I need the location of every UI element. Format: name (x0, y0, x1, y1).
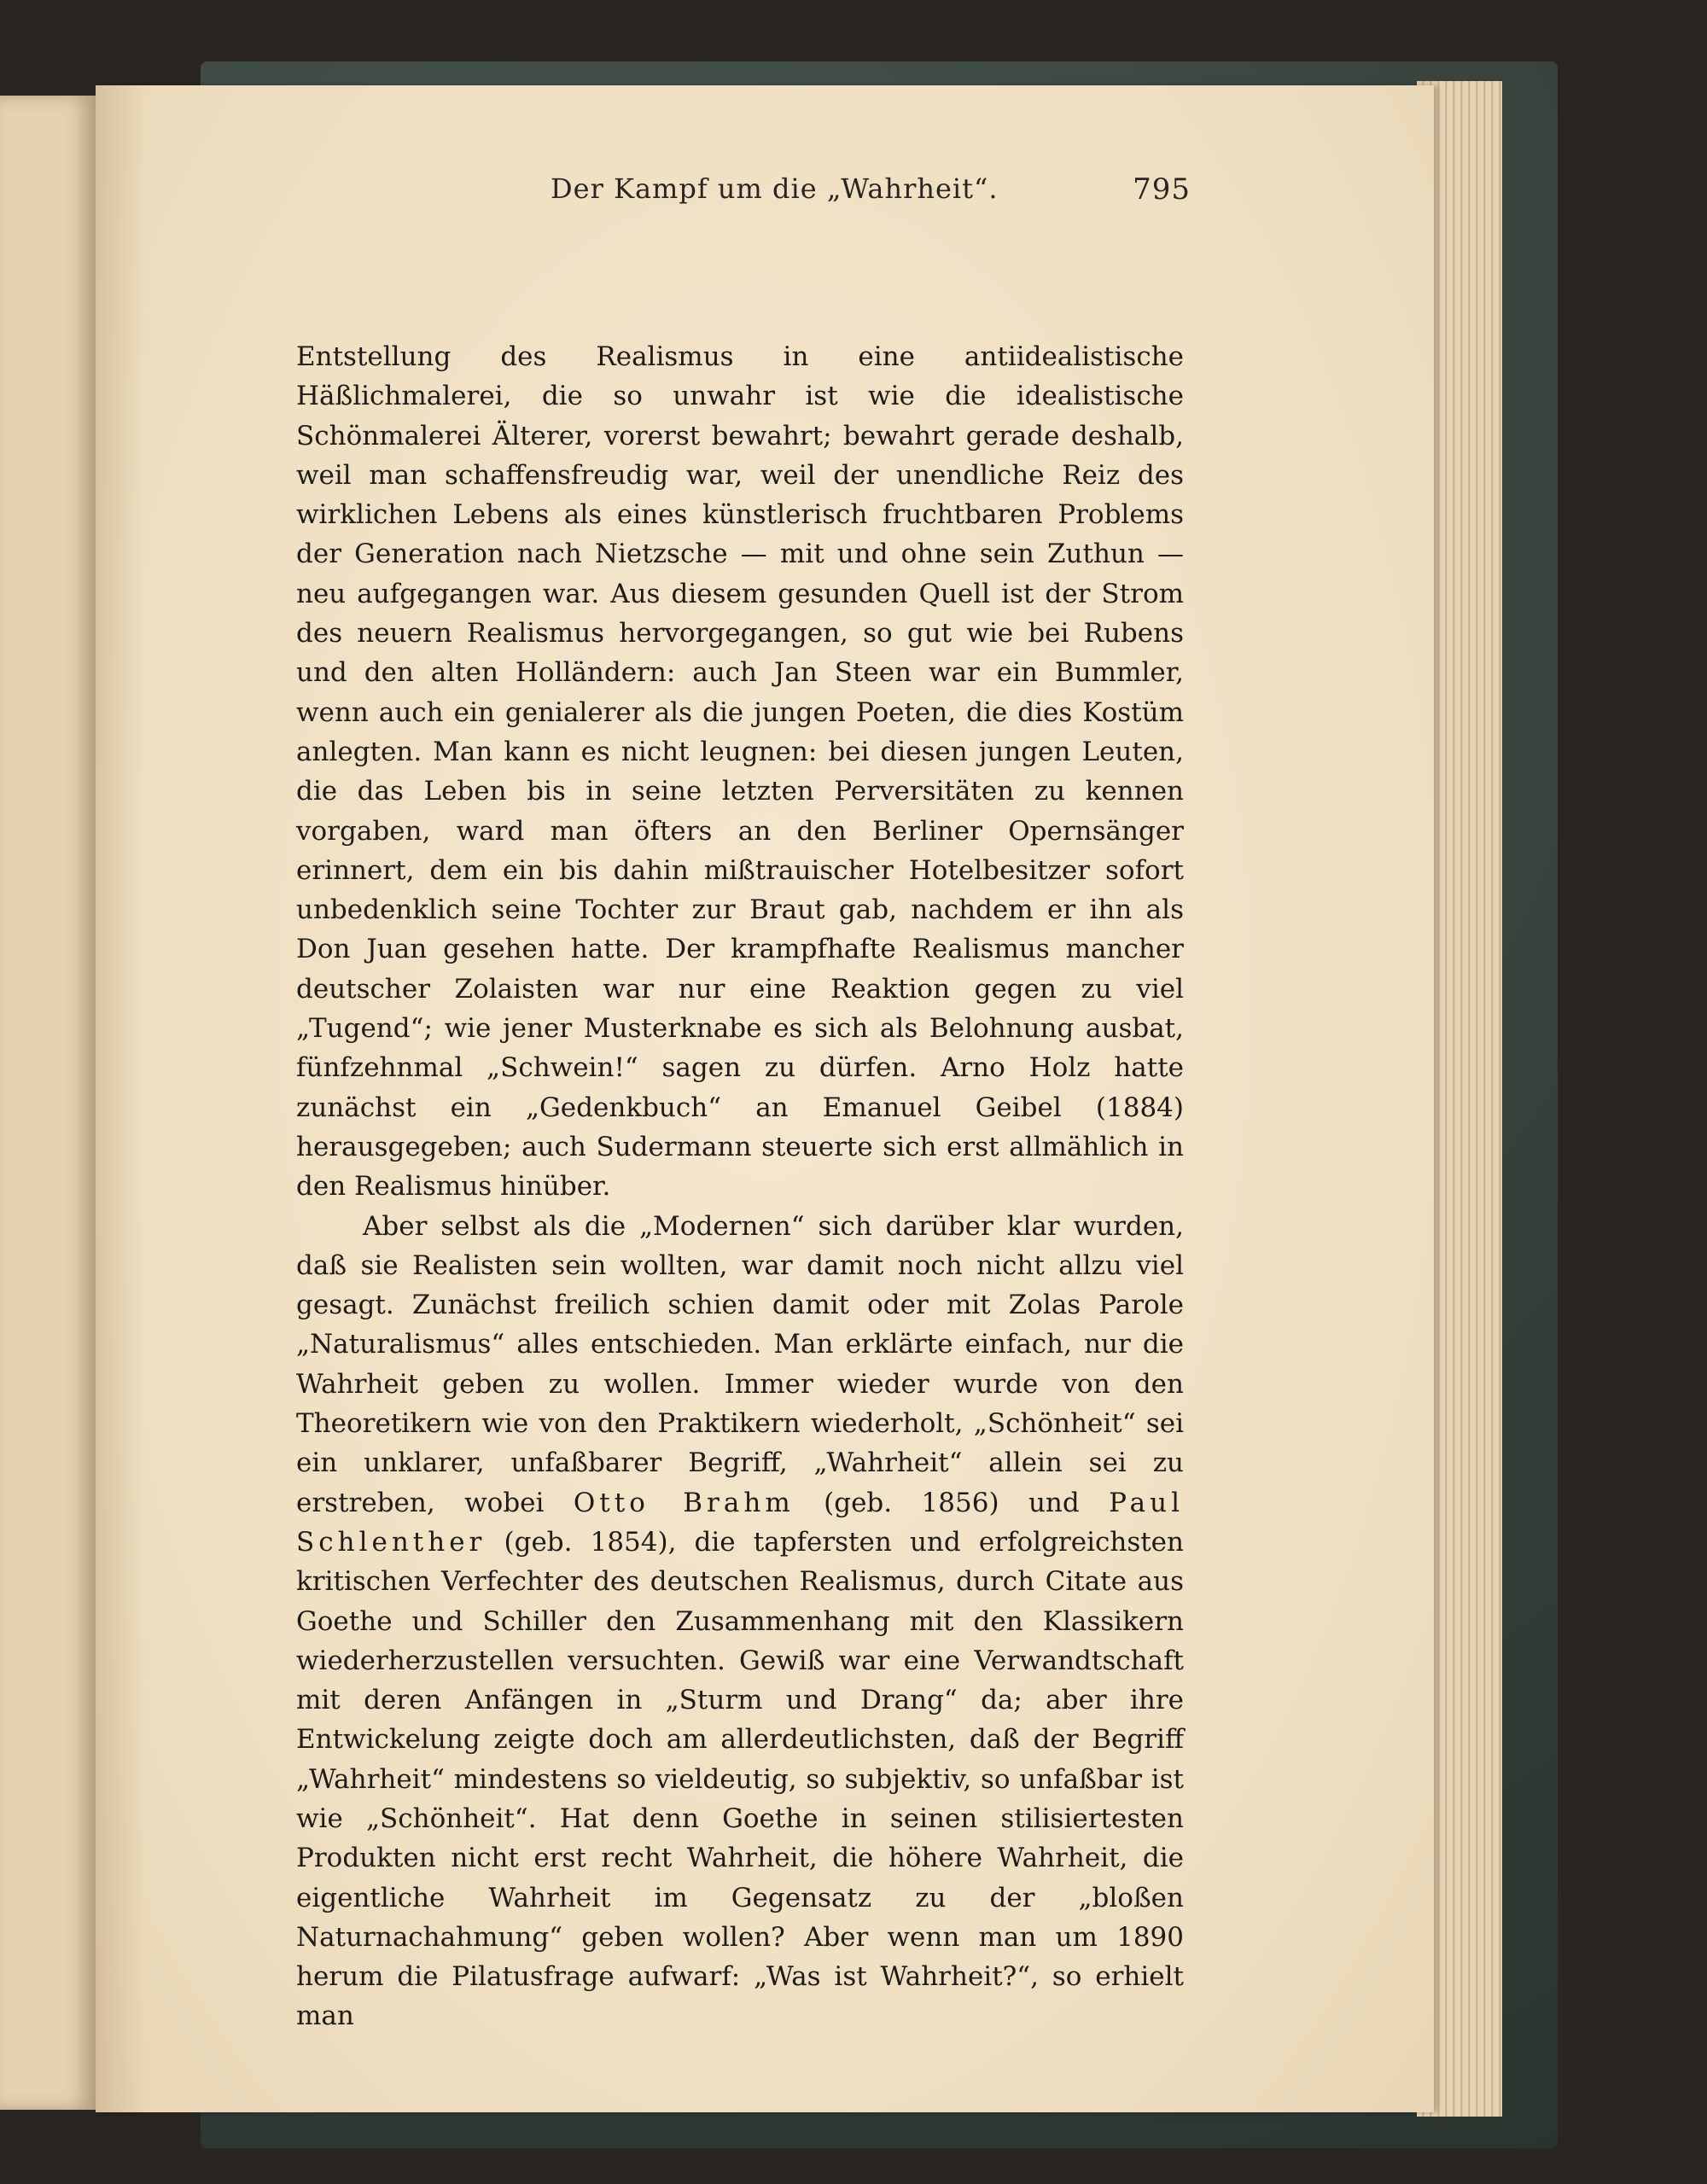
body-text (296, 337, 1184, 2036)
running-head-title: Der Kampf um die „Wahrheit“. (551, 172, 999, 205)
text-run: Aber selbst als die „Modernen“ sich darüber klar wurden, daß sie Realisten sein wollten, war damit noch nicht allzu viel gesagt. Zunächst freilich schien damit oder mit Zolas Parole „Naturalismus“ alles entschieden. Man erklärte einfach, nur die Wahrheit geben zu wollen. Immer wieder wurde von den Theoretikern wie von den Praktikern wiederholt, „Schönheit“ sei ein unklarer, unfaßbarer Begriff, „Wahrheit“ allein sei zu erstreben, wobei (296, 1210, 1184, 1518)
paragraph (296, 337, 1184, 1207)
text-run: (geb. 1856) und (794, 1487, 1110, 1518)
spaced-name: Paul Schlenther (296, 1487, 1184, 1558)
spaced-name: Otto Brahm (573, 1487, 795, 1518)
running-head (452, 172, 1191, 213)
text-run: (geb. 1854), die tapfersten und erfolgreichsten kritischen Verfechter des deutschen Realismus, durch Citate aus Goethe und Schiller den Zusammenhang mit den Klassikern wiederherzustellen versuchten. Gewiß war eine Verwandtschaft mit deren Anfängen in „Sturm und Drang“ da; aber ihre Entwickelung zeigte doch am allerdeutlichsten, daß der Begriff „Wahrheit“ mindestens so vieldeutig, so subjektiv, so unfaßbar ist wie „Schönheit“. Hat denn Goethe in seinen stilisiertesten Produkten nicht erst recht Wahrheit, die höhere Wahrheit, die eigentliche Wahrheit im Gegensatz zu der „bloßen Naturnachahmung“ geben wollen? Aber wenn man um 1890 herum die Pilatusfrage aufwarf: „Was ist Wahrheit?“, so erhielt man (296, 1526, 1184, 2032)
page-number: 795 (1133, 172, 1191, 207)
left-page-edge (0, 96, 96, 2110)
text-run: Entstellung des Realismus in eine antiidealistische Häßlichmalerei, die so unwahr ist wie die idealistische Schönmalerei Älterer, vorerst bewahrt; bewahrt gerade deshalb, weil man schaffensfreudig war, weil der unendliche Reiz des wirklichen Lebens als eines künstlerisch fruchtbaren Problems der Generation nach Nietzsche — mit und ohne sein Zuthun — neu aufgegangen war. Aus diesem gesunden Quell ist der Strom des neuern Realismus hervorgegangen, so gut wie bei Rubens und den alten Holländern: auch Jan Steen war ein Bummler, wenn auch ein genialerer als die jungen Poeten, die dies Kostüm anlegten. Man kann es nicht leugnen: bei diesen jungen Leuten, die das Leben bis in seine letzten Perversitäten zu kennen vorgaben, ward man öfters an den Berliner Opernsänger erinnert, dem ein bis dahin mißtrauischer Hotelbesitzer sofort unbedenklich seine Tochter zur Braut gab, nachdem er ihn als Don Juan gesehen hatte. Der krampfhafte Realismus mancher deutscher Zolaisten war nur eine Reaktion gegen zu viel „Tugend“; wie jener Musterknabe es sich als Belohnung ausbat, fünfzehnmal „Schwein!“ sagen zu dürfen. Arno Holz hatte zunächst ein „Gedenkbuch“ an Emanuel Geibel (1884) herausgegeben; auch Sudermann steuerte sich erst allmählich in den Realismus hinüber. (296, 341, 1184, 1203)
paragraph (296, 1207, 1184, 2036)
